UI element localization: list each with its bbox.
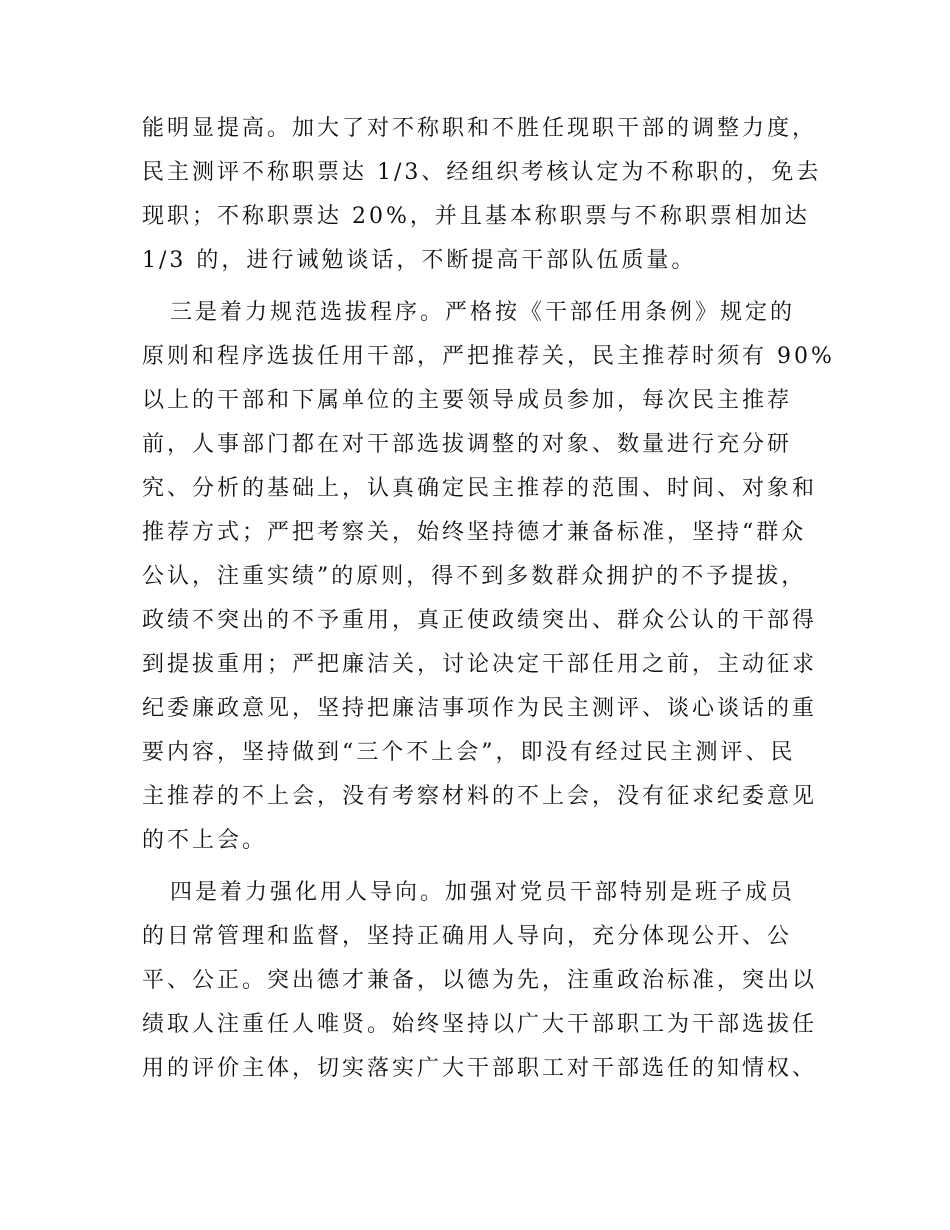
text-line: 的日常管理和监督，坚持正确用人导向，充分体现公开、公 [142,924,793,949]
text-line: 平、公正。突出德才兼备，以德为先，注重政治标准，突出以 [142,968,818,993]
text-line: 1/3 的，进行诫勉谈话，不断提高干部队伍质量。 [142,248,697,273]
text-line: 的不上会。 [142,828,268,853]
text-line: 民主测评不称职票达 1/3、经组织考核认定为不称职的，免去 [142,160,822,185]
text-line: 三是着力规范选拔程序。严格按《干部任用条例》规定的 [170,300,796,325]
text-line: 原则和程序选拔任用干部，严把推荐关，民主推荐时须有 90% [142,344,835,369]
text-line: 公认，注重实绩”的原则，得不到多数群众拥护的不予提拔， [142,564,807,589]
text-line: 现职；不称职票达 20%，并且基本称职票与不称职票相加达 [142,204,810,229]
text-line: 绩取人注重任人唯贤。始终坚持以广大干部职工为干部选拔任 [142,1012,818,1037]
text-line: 用的评价主体，切实落实广大干部职工对干部选任的知情权、 [142,1056,818,1081]
text-line: 四是着力强化用人导向。加强对党员干部特别是班子成员 [170,880,796,905]
text-line: 纪委廉政意见，坚持把廉洁事项作为民主测评、谈心谈话的重 [142,696,818,721]
text-line: 推荐方式；严把考察关，始终坚持德才兼备标准，坚持“群众 [142,520,807,545]
text-line: 以上的干部和下属单位的主要领导成员参加，每次民主推荐 [142,388,793,413]
text-line: 政绩不突出的不予重用，真正使政绩突出、群众公认的干部得 [142,608,818,633]
text-line: 究、分析的基础上，认真确定民主推荐的范围、时间、对象和 [142,476,818,501]
text-line: 能明显提高。加大了对不称职和不胜任现职干部的调整力度， [142,116,818,141]
text-line: 主推荐的不上会，没有考察材料的不上会，没有征求纪委意见 [142,784,818,809]
text-line: 前，人事部门都在对干部选拔调整的对象、数量进行充分研 [142,432,793,457]
text-line: 到提拔重用；严把廉洁关，讨论决定干部任用之前，主动征求 [142,652,818,677]
text-line: 要内容，坚持做到“三个不上会”，即没有经过民主测评、民 [142,740,796,765]
